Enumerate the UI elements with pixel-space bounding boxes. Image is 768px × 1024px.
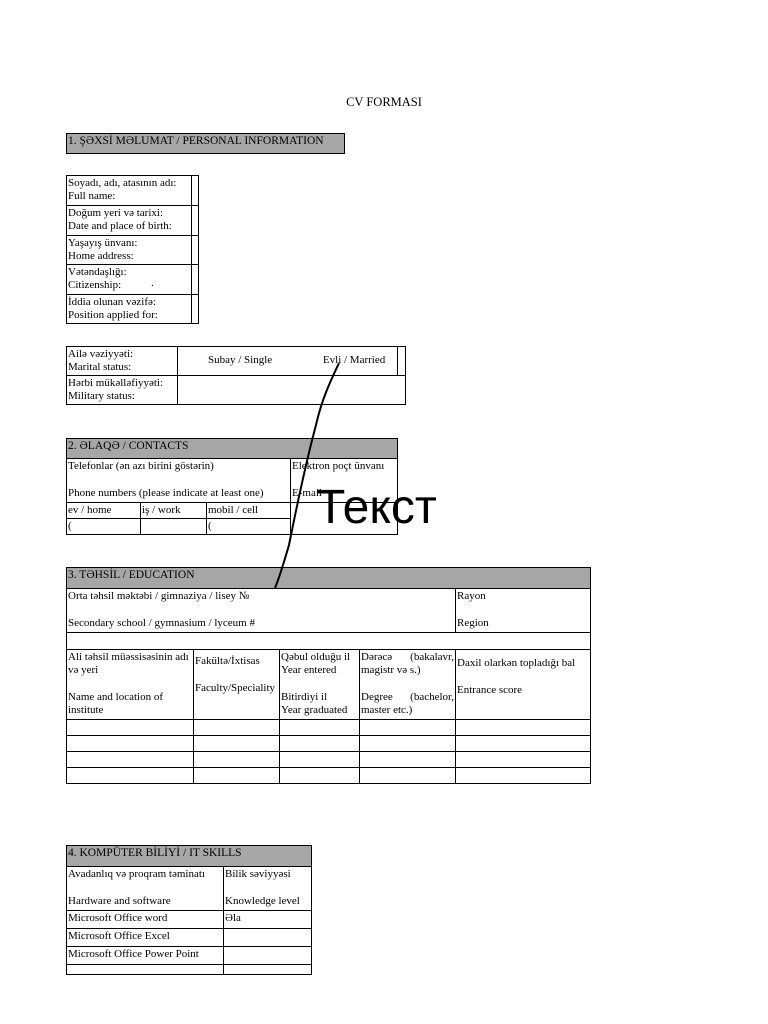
phone-home-label: ev / home — [67, 503, 141, 519]
software-level[interactable]: Əla — [224, 911, 312, 929]
col-software-header: Avadanlıq və proqram təminatı Hardware and software — [67, 867, 224, 911]
section-header-contacts: 2. ƏLAQƏ / CONTACTS — [67, 439, 398, 459]
table-row — [67, 929, 312, 947]
software-name: Microsoft Office Excel — [67, 929, 224, 947]
citizenship-label: Vətəndaşlığı: Citizenship: — [67, 265, 192, 295]
edu-cell[interactable] — [360, 752, 456, 768]
table-row — [67, 720, 591, 736]
marital-table — [66, 346, 406, 405]
software-level[interactable] — [224, 965, 312, 975]
region-label: Rayon Region — [456, 589, 591, 633]
table-row — [67, 752, 591, 768]
edu-cell[interactable] — [280, 768, 360, 784]
address-label: Yaşayış ünvanı: Home address: — [67, 236, 192, 265]
software-level[interactable] — [224, 929, 312, 947]
personal-info-table — [66, 175, 199, 324]
edu-cell[interactable] — [280, 736, 360, 752]
fullname-label: Soyadı, adı, atasının adı: Full name: — [67, 176, 192, 206]
marital-options — [178, 347, 398, 376]
col-level-header: Bilik səviyyəsi Knowledge level — [224, 867, 312, 911]
section-header-it-skills: 4. KOMPÜTER BİLİYİ / IT SKILLS — [67, 846, 312, 867]
table-row — [67, 965, 312, 975]
section-header-personal: 1. ŞƏXSİ MƏLUMAT / PERSONAL INFORMATION — [67, 134, 345, 154]
col-degree-header: Dərəcə (bakalavr, magistr və s.) Degree (bachelor, master etc.) — [360, 650, 456, 720]
phone-work-label: iş / work — [141, 503, 207, 519]
education-table — [66, 567, 591, 784]
stray-dot: . — [151, 277, 154, 289]
col-faculty-header: Fakültə/İxtisas Faculty/Speciality — [194, 650, 280, 720]
edu-cell[interactable] — [456, 736, 591, 752]
edu-cell[interactable] — [360, 736, 456, 752]
it-skills-table — [66, 845, 312, 975]
edu-cell[interactable] — [456, 768, 591, 784]
col-institute-header: Ali təhsil müəssisəsinin adı və yeri Name and location of institute — [67, 650, 194, 720]
table-row — [67, 911, 312, 929]
position-label: İddia olunan vəzifə: Position applied for: — [67, 295, 192, 324]
overlay-text: Текст — [316, 481, 437, 534]
birth-field[interactable] — [192, 206, 199, 236]
page-title: CV FORMASI — [346, 95, 422, 109]
fullname-field[interactable] — [192, 176, 199, 206]
phone-cell-label: mobil / cell — [207, 503, 291, 519]
software-name: Microsoft Office word — [67, 911, 224, 929]
software-name — [67, 965, 224, 975]
position-field[interactable] — [192, 295, 199, 324]
phone-work-field[interactable] — [141, 519, 207, 535]
military-field[interactable] — [178, 376, 406, 405]
edu-cell[interactable] — [67, 736, 194, 752]
col-score-header: Daxil olarkən topladığı bal Entrance score — [456, 650, 591, 720]
table-row — [67, 768, 591, 784]
option-single[interactable]: Subay / Single — [208, 354, 273, 366]
edu-cell[interactable] — [194, 720, 280, 736]
military-label: Hərbi mükəlləfiyyəti: Military status: — [67, 376, 178, 405]
marital-extra-cell[interactable] — [398, 347, 406, 376]
phone-cell-field[interactable]: ( — [207, 519, 291, 535]
edu-cell[interactable] — [194, 768, 280, 784]
edu-cell[interactable] — [67, 720, 194, 736]
section-header-education: 3. TƏHSİL / EDUCATION — [67, 568, 591, 589]
address-field[interactable] — [192, 236, 199, 265]
edu-cell[interactable] — [360, 720, 456, 736]
edu-cell[interactable] — [280, 752, 360, 768]
edu-cell[interactable] — [194, 736, 280, 752]
citizenship-field[interactable] — [192, 265, 199, 295]
personal-header-table — [66, 133, 345, 154]
birth-label: Doğum yeri və tarixi: Date and place of birth: — [67, 206, 192, 236]
edu-cell[interactable] — [280, 720, 360, 736]
software-name: Microsoft Office Power Point — [67, 947, 224, 965]
phones-label: Telefonlar (ən azı birini göstərin) Phone numbers (please indicate at least one) — [67, 459, 291, 503]
table-row — [67, 947, 312, 965]
edu-cell[interactable] — [67, 768, 194, 784]
col-years-header: Qəbul olduğu il Year entered Bitirdiyi il Year graduated — [280, 650, 360, 720]
edu-cell[interactable] — [456, 720, 591, 736]
school-field[interactable] — [67, 633, 591, 650]
table-row — [67, 736, 591, 752]
edu-cell[interactable] — [456, 752, 591, 768]
option-married[interactable]: Evli / Married — [322, 354, 386, 366]
school-label: Orta təhsil məktəbi / gimnaziya / lisey № Secondary school / gymnasium / lyceum # — [67, 589, 456, 633]
edu-cell[interactable] — [67, 752, 194, 768]
marital-label: Ailə vəziyyəti: Marital status: — [67, 347, 178, 376]
edu-cell[interactable] — [194, 752, 280, 768]
phone-home-field[interactable]: ( — [67, 519, 141, 535]
email-label: Elektron poçt ünvanı E-mail — [291, 459, 398, 503]
software-level[interactable] — [224, 947, 312, 965]
edu-cell[interactable] — [360, 768, 456, 784]
